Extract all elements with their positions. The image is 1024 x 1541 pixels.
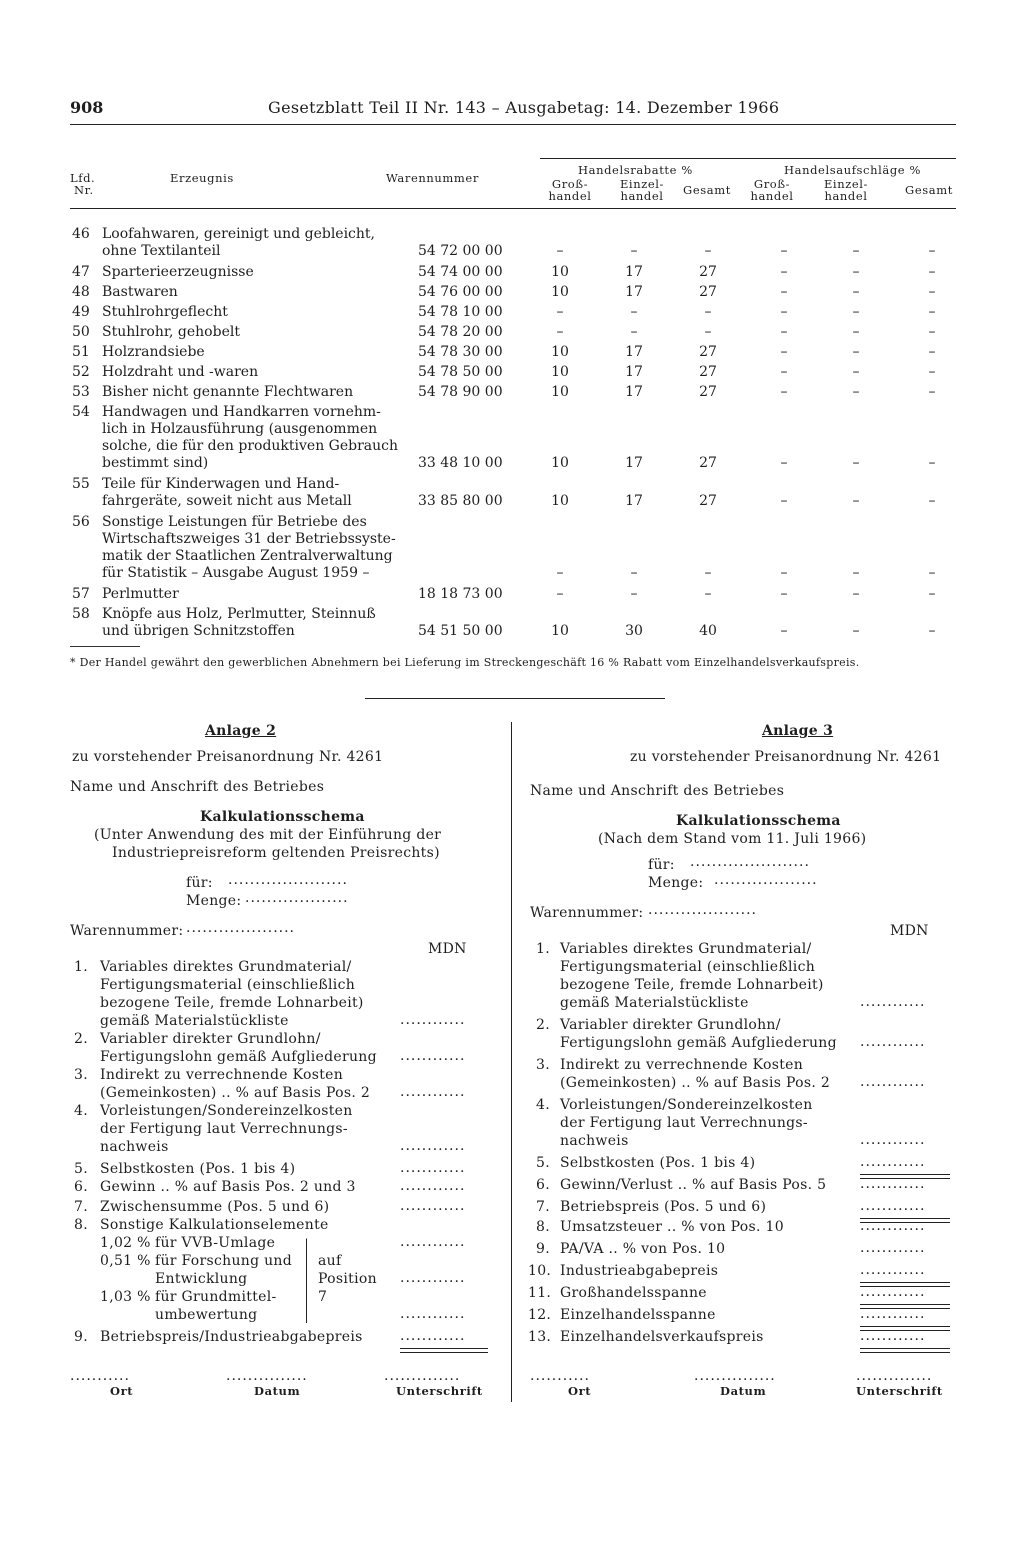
item-text: Variables direktes Grundmaterial/ bbox=[560, 941, 812, 957]
value-cell: 10 bbox=[551, 364, 569, 380]
amount-dots: ............ bbox=[400, 1048, 466, 1064]
value-cell: 17 bbox=[625, 284, 643, 300]
value-cell: – bbox=[852, 304, 860, 320]
col-lfd: Lfd. bbox=[70, 171, 96, 185]
item-number: 5. bbox=[74, 1161, 88, 1177]
double-underline bbox=[400, 1348, 488, 1353]
amount-dots: ............ bbox=[400, 1306, 466, 1322]
group-rabatte: Handelsrabatte % bbox=[578, 163, 693, 177]
warennummer-cell: 54 51 50 00 bbox=[418, 623, 503, 639]
item-number: 2. bbox=[74, 1031, 88, 1047]
value-cell: – bbox=[704, 304, 712, 320]
page-header bbox=[70, 96, 956, 124]
value-cell: – bbox=[852, 344, 860, 360]
col-erzeugnis: Erzeugnis bbox=[170, 171, 234, 185]
amount-dots: ............ bbox=[400, 1178, 466, 1194]
anlage-2-title: Anlage 2 bbox=[205, 723, 277, 739]
datum-dots: ............... bbox=[226, 1368, 308, 1384]
anlage-2-ref: zu vorstehender Preisanordnung Nr. 4261 bbox=[72, 749, 384, 765]
warennummer-cell: 54 76 00 00 bbox=[418, 284, 503, 300]
value-cell: – bbox=[704, 243, 712, 259]
warennummer-cell: 54 74 00 00 bbox=[418, 264, 503, 280]
item-number: 3. bbox=[536, 1057, 550, 1073]
item-text: bezogene Teile, fremde Lohnarbeit) bbox=[100, 995, 364, 1011]
amount-dots: ............ bbox=[400, 1084, 466, 1100]
row-number: 57 bbox=[72, 586, 90, 602]
value-cell: – bbox=[852, 284, 860, 300]
item-text: Vorleistungen/Sondereinzelkosten bbox=[560, 1097, 813, 1113]
product-name-line: für Statistik – Ausgabe August 1959 – bbox=[102, 565, 370, 581]
unterschrift-dots: .............. bbox=[384, 1368, 461, 1384]
value-cell: – bbox=[556, 304, 564, 320]
warennummer-cell: 33 85 80 00 bbox=[418, 493, 503, 509]
anlage-2-fuer: für: bbox=[186, 875, 213, 891]
value-cell: – bbox=[780, 304, 788, 320]
item-text: Fertigungsmaterial (einschließlich bbox=[560, 959, 816, 975]
warennummer-dots: .................... bbox=[186, 920, 296, 936]
row-number: 46 bbox=[72, 226, 90, 242]
item-text: Gewinn/Verlust .. % auf Basis Pos. 5 bbox=[560, 1177, 827, 1193]
value-cell: 27 bbox=[699, 455, 717, 471]
item-number: 7. bbox=[536, 1199, 550, 1215]
ort-dots: ........... bbox=[530, 1368, 590, 1384]
anlage-3-name: Name und Anschrift des Betriebes bbox=[530, 783, 785, 799]
unterschrift-dots: .............. bbox=[856, 1368, 933, 1384]
value-cell: – bbox=[630, 586, 638, 602]
group-aufschlaege: Handelsaufschläge % bbox=[784, 163, 921, 177]
item-number: 9. bbox=[536, 1241, 550, 1257]
value-cell: 10 bbox=[551, 455, 569, 471]
unterschrift-label: Unterschrift bbox=[856, 1384, 943, 1398]
row-number: 50 bbox=[72, 324, 90, 340]
value-cell: – bbox=[852, 565, 860, 581]
value-cell: – bbox=[780, 284, 788, 300]
col-einzel-a-1: Einzel- bbox=[823, 177, 869, 191]
item-text: Variables direktes Grundmaterial/ bbox=[100, 959, 352, 975]
value-cell: – bbox=[780, 364, 788, 380]
menge-dots: ................... bbox=[245, 890, 349, 906]
warennummer-dots: .................... bbox=[648, 902, 758, 918]
anlage-2-mdn: MDN bbox=[428, 941, 467, 957]
amount-dots: ............ bbox=[860, 1262, 926, 1278]
item-text: Umsatzsteuer .. % von Pos. 10 bbox=[560, 1219, 784, 1235]
value-cell: 27 bbox=[699, 284, 717, 300]
product-name-line: Sparterieerzeugnisse bbox=[102, 264, 254, 280]
value-cell: 10 bbox=[551, 623, 569, 639]
value-cell: – bbox=[928, 493, 936, 509]
item-text: Sonstige Kalkulationselemente bbox=[100, 1217, 329, 1233]
value-cell: – bbox=[780, 324, 788, 340]
col-gross-r-1: Groß- bbox=[551, 177, 589, 191]
fuer-dots: ...................... bbox=[228, 872, 348, 888]
col-nr: Nr. bbox=[74, 183, 94, 197]
page-number: 908 bbox=[70, 98, 104, 117]
value-cell: 27 bbox=[699, 384, 717, 400]
value-cell: – bbox=[630, 243, 638, 259]
value-cell: 10 bbox=[551, 264, 569, 280]
item-text: Gewinn .. % auf Basis Pos. 2 und 3 bbox=[100, 1179, 356, 1195]
col-gross-a-1: Groß- bbox=[753, 177, 791, 191]
value-cell: – bbox=[928, 243, 936, 259]
value-cell: – bbox=[928, 304, 936, 320]
sub-text: für Forschung und bbox=[155, 1253, 292, 1269]
page-title: Gesetzblatt Teil II Nr. 143 – Ausgabetag: 14. Dezember 1966 bbox=[268, 98, 780, 117]
value-cell: 27 bbox=[699, 264, 717, 280]
value-cell: – bbox=[630, 304, 638, 320]
item-text: Fertigungslohn gemäß Aufgliederung bbox=[560, 1035, 837, 1051]
warennummer-cell: 54 78 10 00 bbox=[418, 304, 503, 320]
value-cell: 17 bbox=[625, 344, 643, 360]
item-number: 6. bbox=[74, 1179, 88, 1195]
amount-dots: ............ bbox=[860, 1132, 926, 1148]
ort-dots: ........... bbox=[70, 1368, 130, 1384]
amount-dots: ............ bbox=[860, 1306, 926, 1322]
value-cell: – bbox=[928, 324, 936, 340]
value-cell: – bbox=[852, 384, 860, 400]
item-text: Indirekt zu verrechnende Kosten bbox=[560, 1057, 804, 1073]
item-text: PA/VA .. % von Pos. 10 bbox=[560, 1241, 726, 1257]
amount-dots: ............ bbox=[860, 1240, 926, 1256]
menge-dots: ................... bbox=[714, 872, 818, 888]
value-cell: – bbox=[556, 243, 564, 259]
value-cell: – bbox=[704, 586, 712, 602]
row-number: 55 bbox=[72, 476, 90, 492]
amount-dots: ............ bbox=[860, 1328, 926, 1344]
anlage-2-name: Name und Anschrift des Betriebes bbox=[70, 779, 325, 795]
item-number: 12. bbox=[528, 1307, 552, 1323]
anlage-2-heading: Kalkulationsschema bbox=[200, 809, 365, 825]
amount-dots: ............ bbox=[400, 1270, 466, 1286]
value-cell: 30 bbox=[625, 623, 643, 639]
col-gross-a-2: handel bbox=[750, 189, 794, 203]
anlage-2-sub2: Industriepreisreform geltenden Preisrechts) bbox=[112, 845, 440, 861]
item-text: Selbstkosten (Pos. 1 bis 4) bbox=[560, 1155, 756, 1171]
value-cell: 17 bbox=[625, 364, 643, 380]
product-name-line: Sonstige Leistungen für Betriebe des bbox=[102, 514, 367, 530]
product-name-line: bestimmt sind) bbox=[102, 455, 209, 471]
amount-dots: ............ bbox=[860, 1198, 926, 1214]
header-top-rule bbox=[540, 158, 956, 159]
item-number: 7. bbox=[74, 1199, 88, 1215]
value-cell: – bbox=[556, 586, 564, 602]
item-number: 11. bbox=[528, 1285, 552, 1301]
row-number: 49 bbox=[72, 304, 90, 320]
col-einzel-r-1: Einzel- bbox=[619, 177, 665, 191]
value-cell: – bbox=[928, 586, 936, 602]
amount-dots: ............ bbox=[400, 1198, 466, 1214]
anlage-3-sub1: (Nach dem Stand vom 11. Juli 1966) bbox=[598, 831, 867, 847]
col-einzel-r-2: handel bbox=[620, 189, 664, 203]
brace bbox=[300, 1238, 307, 1323]
value-cell: – bbox=[556, 324, 564, 340]
amount-dots: ............ bbox=[400, 1012, 466, 1028]
ort-label: Ort bbox=[110, 1384, 134, 1398]
item-number: 1. bbox=[536, 941, 550, 957]
value-cell: 27 bbox=[699, 364, 717, 380]
unterschrift-label: Unterschrift bbox=[396, 1384, 483, 1398]
anlage-3-fuer: für: bbox=[648, 857, 675, 873]
sub-percent: 0,51 % bbox=[100, 1253, 151, 1269]
item-text: (Gemeinkosten) .. % auf Basis Pos. 2 bbox=[100, 1085, 371, 1101]
product-name-line: Perlmutter bbox=[102, 586, 179, 602]
amount-dots: ............ bbox=[400, 1328, 466, 1344]
double-underline bbox=[860, 1348, 950, 1353]
item-text: Fertigungslohn gemäß Aufgliederung bbox=[100, 1049, 377, 1065]
product-name-line: Knöpfe aus Holz, Perlmutter, Steinnuß bbox=[102, 606, 376, 622]
amount-dots: ............ bbox=[860, 994, 926, 1010]
product-name-line: Holzdraht und -waren bbox=[102, 364, 259, 380]
anlage-3-menge: Menge: bbox=[648, 875, 704, 891]
value-cell: – bbox=[780, 344, 788, 360]
item-text: Vorleistungen/Sondereinzelkosten bbox=[100, 1103, 353, 1119]
item-number: 2. bbox=[536, 1017, 550, 1033]
value-cell: – bbox=[852, 264, 860, 280]
value-cell: – bbox=[780, 455, 788, 471]
anlage-3-warennummer: Warennummer: bbox=[530, 905, 644, 921]
item-text: Einzelhandelsverkaufspreis bbox=[560, 1329, 764, 1345]
auf-position-text: 7 bbox=[318, 1289, 328, 1305]
product-name-line: fahrgeräte, soweit nicht aus Metall bbox=[102, 493, 352, 509]
datum-label: Datum bbox=[254, 1384, 301, 1398]
item-text: Variabler direkter Grundlohn/ bbox=[560, 1017, 781, 1033]
value-cell: – bbox=[928, 455, 936, 471]
value-cell: – bbox=[780, 586, 788, 602]
item-text: Zwischensumme (Pos. 5 und 6) bbox=[100, 1199, 330, 1215]
value-cell: – bbox=[928, 565, 936, 581]
product-name-line: Wirtschaftszweiges 31 der Betriebssyste- bbox=[102, 531, 396, 547]
product-name-line: solche, die für den produktiven Gebrauch bbox=[102, 438, 399, 454]
amount-dots: ............ bbox=[860, 1074, 926, 1090]
col-gross-r-2: handel bbox=[548, 189, 592, 203]
value-cell: – bbox=[928, 384, 936, 400]
value-cell: – bbox=[556, 565, 564, 581]
value-cell: – bbox=[928, 364, 936, 380]
item-number: 13. bbox=[528, 1329, 552, 1345]
anlage-3-heading: Kalkulationsschema bbox=[676, 813, 841, 829]
product-name-line: Handwagen und Handkarren vornehm- bbox=[102, 404, 381, 420]
value-cell: – bbox=[852, 623, 860, 639]
row-number: 58 bbox=[72, 606, 90, 622]
item-text: der Fertigung laut Verrechnungs- bbox=[560, 1115, 808, 1131]
item-text: Betriebspreis (Pos. 5 und 6) bbox=[560, 1199, 767, 1215]
value-cell: 17 bbox=[625, 493, 643, 509]
value-cell: 17 bbox=[625, 264, 643, 280]
anlage-3-mdn: MDN bbox=[890, 923, 929, 939]
anlage-2-warennummer: Warennummer: bbox=[70, 923, 184, 939]
item-number: 1. bbox=[74, 959, 88, 975]
item-text: bezogene Teile, fremde Lohnarbeit) bbox=[560, 977, 824, 993]
value-cell: – bbox=[780, 384, 788, 400]
item-number: 6. bbox=[536, 1177, 550, 1193]
section-divider bbox=[365, 698, 665, 699]
item-text: Indirekt zu verrechnende Kosten bbox=[100, 1067, 344, 1083]
product-name-line: Stuhlrohr, gehobelt bbox=[102, 324, 240, 340]
item-text: Großhandelsspanne bbox=[560, 1285, 707, 1301]
amount-dots: ............ bbox=[860, 1218, 926, 1234]
amount-dots: ............ bbox=[400, 1234, 466, 1250]
header-bottom-rule bbox=[70, 208, 956, 209]
row-number: 48 bbox=[72, 284, 90, 300]
product-name-line: Teile für Kinderwagen und Hand- bbox=[102, 476, 340, 492]
row-number: 53 bbox=[72, 384, 90, 400]
ort-label: Ort bbox=[568, 1384, 592, 1398]
value-cell: – bbox=[852, 455, 860, 471]
product-name-line: Bisher nicht genannte Flechtwaren bbox=[102, 384, 354, 400]
value-cell: – bbox=[630, 565, 638, 581]
item-text: gemäß Materialstückliste bbox=[100, 1013, 289, 1029]
row-number: 54 bbox=[72, 404, 90, 420]
amount-dots: ............ bbox=[860, 1034, 926, 1050]
col-gesamt-r: Gesamt bbox=[683, 183, 731, 197]
value-cell: – bbox=[852, 364, 860, 380]
item-text: nachweis bbox=[560, 1133, 629, 1149]
value-cell: 10 bbox=[551, 384, 569, 400]
item-text: Variabler direkter Grundlohn/ bbox=[100, 1031, 321, 1047]
item-number: 9. bbox=[74, 1329, 88, 1345]
amount-dots: ............ bbox=[860, 1176, 926, 1192]
value-cell: – bbox=[928, 623, 936, 639]
value-cell: – bbox=[780, 623, 788, 639]
item-text: Einzelhandelsspanne bbox=[560, 1307, 716, 1323]
value-cell: 27 bbox=[699, 344, 717, 360]
item-text: (Gemeinkosten) .. % auf Basis Pos. 2 bbox=[560, 1075, 831, 1091]
value-cell: 17 bbox=[625, 384, 643, 400]
warennummer-cell: 54 78 20 00 bbox=[418, 324, 503, 340]
anlage-2-sub1: (Unter Anwendung des mit der Einführung der bbox=[94, 827, 442, 843]
sub-text: für VVB-Umlage bbox=[155, 1235, 276, 1251]
item-text: Fertigungsmaterial (einschließlich bbox=[100, 977, 356, 993]
product-name-line: ohne Textilanteil bbox=[102, 243, 221, 259]
row-number: 47 bbox=[72, 264, 90, 280]
value-cell: – bbox=[780, 565, 788, 581]
amount-dots: ............ bbox=[400, 1138, 466, 1154]
amount-dots: ............ bbox=[860, 1284, 926, 1300]
sub-percent: 1,03 % bbox=[100, 1289, 151, 1305]
sub-percent: 1,02 % bbox=[100, 1235, 151, 1251]
value-cell: – bbox=[630, 324, 638, 340]
sub-text: für Grundmittel- bbox=[155, 1289, 277, 1305]
value-cell: 10 bbox=[551, 344, 569, 360]
warennummer-cell: 33 48 10 00 bbox=[418, 455, 503, 471]
auf-position-text: auf bbox=[318, 1253, 342, 1269]
item-number: 8. bbox=[536, 1219, 550, 1235]
product-name-line: Holzrandsiebe bbox=[102, 344, 205, 360]
value-cell: 17 bbox=[625, 455, 643, 471]
product-name-line: Loofahwaren, gereinigt und gebleicht, bbox=[102, 226, 375, 242]
anlage-3-ref: zu vorstehender Preisanordnung Nr. 4261 bbox=[630, 749, 942, 765]
warennummer-cell: 18 18 73 00 bbox=[418, 586, 503, 602]
value-cell: – bbox=[780, 243, 788, 259]
value-cell: – bbox=[780, 493, 788, 509]
item-number: 4. bbox=[74, 1103, 88, 1119]
col-einzel-a-2: handel bbox=[824, 189, 868, 203]
value-cell: – bbox=[704, 565, 712, 581]
value-cell: – bbox=[928, 284, 936, 300]
product-name-line: Bastwaren bbox=[102, 284, 178, 300]
warennummer-cell: 54 78 30 00 bbox=[418, 344, 503, 360]
sub-text: umbewertung bbox=[155, 1307, 258, 1323]
warennummer-cell: 54 78 90 00 bbox=[418, 384, 503, 400]
fuer-dots: ...................... bbox=[690, 854, 810, 870]
value-cell: 10 bbox=[551, 493, 569, 509]
amount-dots: ............ bbox=[400, 1160, 466, 1176]
column-divider bbox=[511, 722, 512, 1402]
value-cell: – bbox=[852, 493, 860, 509]
value-cell: – bbox=[852, 243, 860, 259]
header-rule bbox=[70, 124, 956, 125]
warennummer-cell: 54 72 00 00 bbox=[418, 243, 503, 259]
item-text: der Fertigung laut Verrechnungs- bbox=[100, 1121, 348, 1137]
item-text: nachweis bbox=[100, 1139, 169, 1155]
row-number: 51 bbox=[72, 344, 90, 360]
item-text: Industrieabgabepreis bbox=[560, 1263, 719, 1279]
datum-label: Datum bbox=[720, 1384, 767, 1398]
item-number: 10. bbox=[528, 1263, 552, 1279]
product-name-line: lich in Holzausführung (ausgenommen bbox=[102, 421, 378, 437]
product-name-line: matik der Staatlichen Zentralverwaltung bbox=[102, 548, 393, 564]
item-text: Selbstkosten (Pos. 1 bis 4) bbox=[100, 1161, 296, 1177]
auf-position-text: Position bbox=[318, 1271, 377, 1287]
value-cell: – bbox=[928, 264, 936, 280]
value-cell: – bbox=[704, 324, 712, 340]
item-text: Betriebspreis/Industrieabgabepreis bbox=[100, 1329, 363, 1345]
value-cell: – bbox=[928, 344, 936, 360]
value-cell: – bbox=[852, 324, 860, 340]
value-cell: – bbox=[780, 264, 788, 280]
sub-text: Entwicklung bbox=[155, 1271, 248, 1287]
footnote: * Der Handel gewährt den gewerblichen Abnehmern bei Lieferung im Streckengeschäft 16 % Rabatt vom Einzelhandelsverkaufspreis. bbox=[70, 656, 860, 669]
warennummer-cell: 54 78 50 00 bbox=[418, 364, 503, 380]
col-gesamt-a: Gesamt bbox=[905, 183, 953, 197]
value-cell: 40 bbox=[699, 623, 717, 639]
amount-dots: ............ bbox=[860, 1154, 926, 1170]
value-cell: 10 bbox=[551, 284, 569, 300]
footnote-rule bbox=[70, 646, 140, 647]
item-number: 4. bbox=[536, 1097, 550, 1113]
item-number: 8. bbox=[74, 1217, 88, 1233]
product-name-line: und übrigen Schnitzstoffen bbox=[102, 623, 295, 639]
value-cell: – bbox=[852, 586, 860, 602]
item-number: 3. bbox=[74, 1067, 88, 1083]
row-number: 56 bbox=[72, 514, 90, 530]
anlage-2-menge: Menge: bbox=[186, 893, 242, 909]
row-number: 52 bbox=[72, 364, 90, 380]
product-name-line: Stuhlrohrgeflecht bbox=[102, 304, 228, 320]
anlage-3-title: Anlage 3 bbox=[762, 723, 834, 739]
datum-dots: ............... bbox=[694, 1368, 776, 1384]
value-cell: 27 bbox=[699, 493, 717, 509]
col-warennummer: Warennummer bbox=[386, 171, 479, 185]
item-text: gemäß Materialstückliste bbox=[560, 995, 749, 1011]
item-number: 5. bbox=[536, 1155, 550, 1171]
